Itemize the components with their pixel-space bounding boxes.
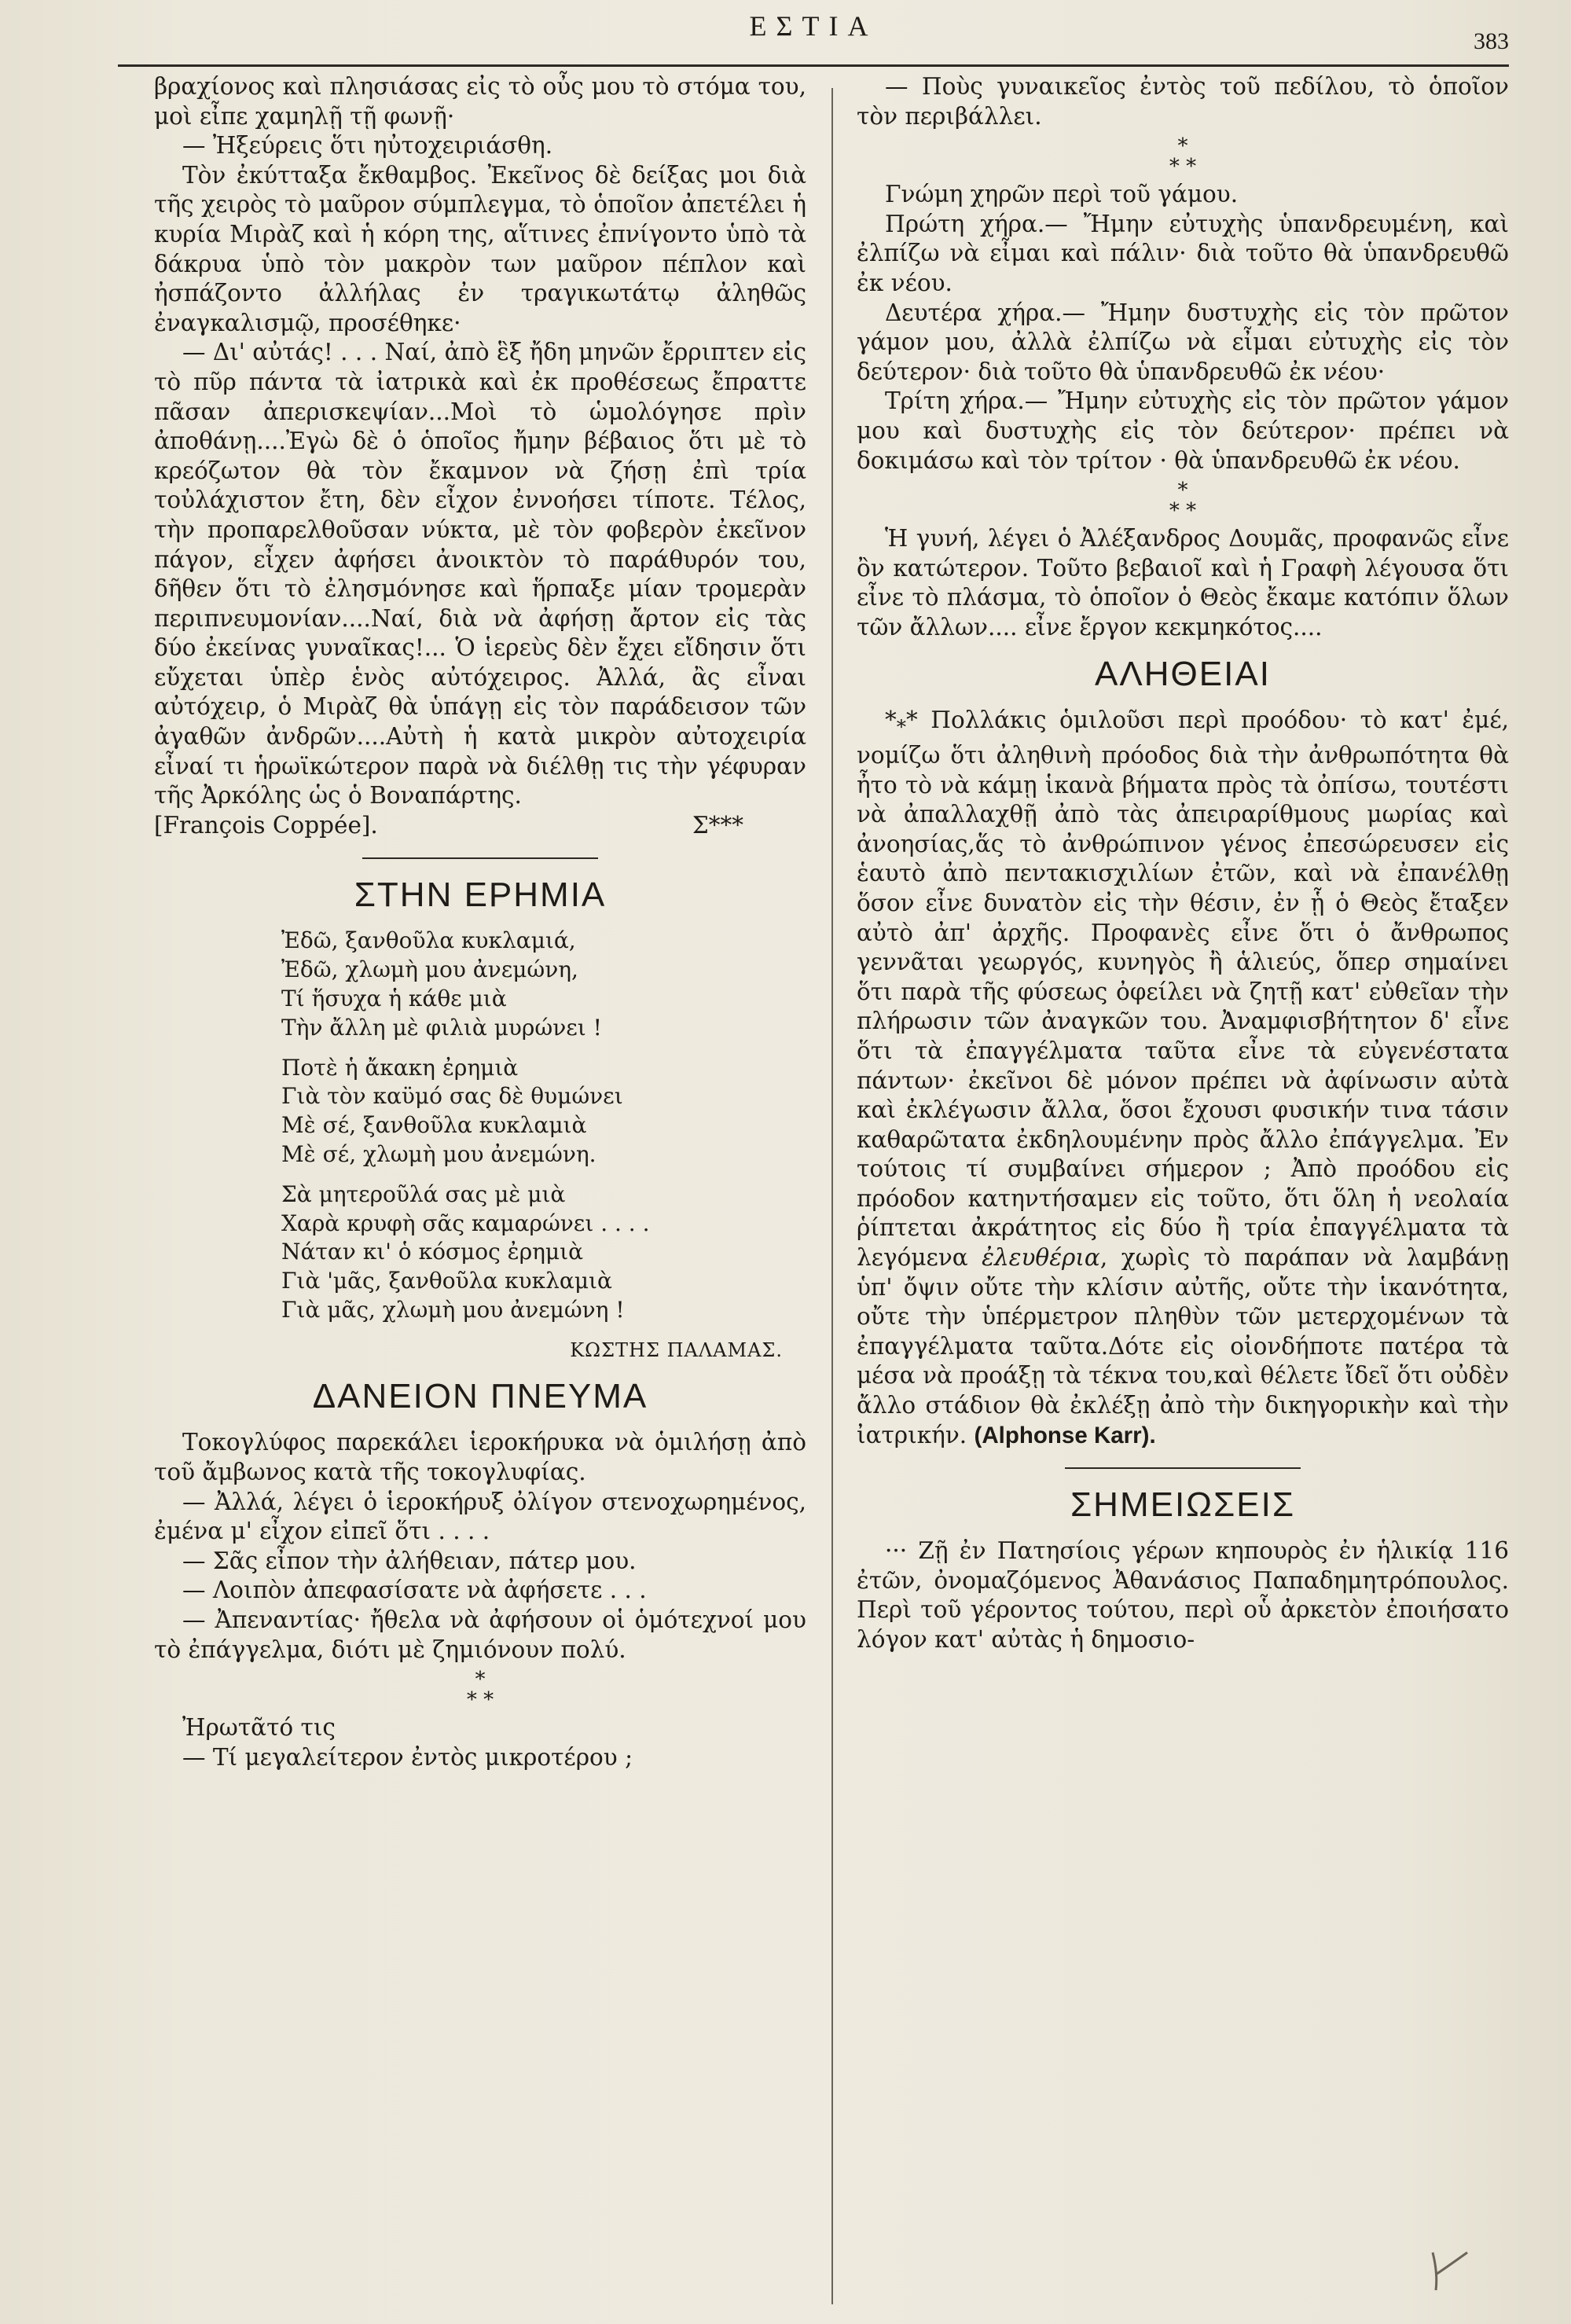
page-number: 383 [1474,28,1509,54]
semeioseis-paragraph [857,1536,1509,1654]
poem-line: Γιὰ τὸν καϋμό σας δὲ θυμώνει [281,1083,623,1110]
daneion-paragraph: — Λοιπὸν ἀπεφασίσατε νὰ ἀφήσετε . . . [182,1577,647,1604]
handwritten-mark [1426,2248,1474,2295]
aletheiai-title: ΑΛΗΘΕΙΑΙ [1095,654,1271,693]
dots-marker: ··· [885,1537,919,1565]
daneion-title: ΔΑΝΕΙΟΝ ΠΝΕΥΜΑ [312,1377,648,1416]
poem-line: Μὲ σέ, χλωμὴ μου ἀνεμώνη. [281,1141,596,1168]
poem-line: Τί ἥσυχα ἡ κάθε μιὰ [281,986,507,1012]
poem-line: Γιὰ μᾶς, χλωμὴ μου ἀνεμώνη ! [281,1297,625,1323]
poem-line: Νάταν κι' ὁ κόσμος ἐρημιὰ [281,1239,584,1265]
aletheiai-author: (Alphonse Karr). [974,1422,1156,1448]
asterism-inline: $*_**$ [885,706,931,738]
right-column [857,72,1509,1655]
answer-paragraph: — Ποὺς γυναικεῖος ἐντὸς τοῦ πεδίλου, τὸ ὁποῖον τὸν περιβάλλει. [857,73,1509,130]
poem-line: Ἐδῶ, ξανθοῦλα κυκλαμιά, [281,927,576,954]
story-paragraph: — Δι' αὐτάς! . . . Ναί, ἀπὸ ἓξ ἤδη μηνῶν ἔρριπτεν εἰς τὸ πῦρ πάντα τὰ ἰατρικὰ καὶ ἐκ προθέσεως ἔπραττε πᾶσαν ἀπερισκεψίαν...Μοὶ τὸ ὡμολόγησε πρὶν ἀποθάνῃ....Ἐγὼ δὲ ὁ ὁποῖος ἤμην βέβαιος ὅτι μὲ τὸ κρεόζωτον θὰ τὸν ἔκαμνον νὰ ζήσῃ ἐπὶ τρία τοὐλάχιστον ἔτη, δὲν εἶχον ἐννοήσει τίποτε. Τέλος, τὴν προπαρελθοῦσαν νύκτα, μὲ τὸν φοβερὸν ἐκεῖνον πάγον, εἶχεν ἀφήσει ἀνοικτὸν τὸ παράθυρόν του, δῆθεν ὅτι τὸ ἐλησμόνησε καὶ ἥρπαξε μίαν τρομερὰν περιπνευμονίαν....Ναί, διὰ νὰ ἀφήσῃ ἄρτον εἰς τὰς δύο ἐκείνας γυναῖκας!... Ὁ ἱερεὺς δὲν ἔχει εἴδησιν ὅτι εὔχεται ὑπὲρ ἑνὸς αὐτόχειρος. Ἀλλά, ἂς εἶναι αὐτόχειρ, ὁ Μιρὰζ θὰ ὑπάγῃ εἰς τὸν παράδεισον τῶν ἀγαθῶν ἀνδρῶν....Αὐτὴ ἡ κατὰ μικρὸν αὐτοχειρία εἶναί τι ἡρωϊκώτερον παρὰ νὰ διέλθῃ τις τὴν γέφυραν τῆς Ἀρκόλης ὡς ὁ Βοναπάρτης. [154,339,806,810]
aletheiai-text-after: , χωρὶς τὸ παράπαν νὰ λαμβάνῃ ὑπ' ὄψιν οὔτε τὴν κλίσιν αὐτῆς, οὔτε τὴν ἱκανότητα, οὔτε τὴν ὑπέρμετρον πληθὺν τῶν μετερχομένων τὰ ἐπαγγέλματα ταῦτα.Δότε εἰς οἰονδήποτε πατέρα τὰ μέσα νὰ προάξῃ τὰ τέκνα του,καὶ θέλετε ἴδεῖ ὅτι οὐδὲν ἄλλο στάδιον θὰ ἐκλέξῃ ἀπὸ τὴν δικηγορικὴν καὶ τὴν ἰατρικήν. [857,1244,1509,1448]
widow-paragraph: Πρώτη χήρα.— Ἤμην εὐτυχὴς ὑπανδρευμένη, καὶ ἐλπίζω νὰ εἶμαι καὶ πάλιν· διὰ τοῦτο θὰ ὑπανδρευθῶ ἐκ νέου. [857,210,1509,296]
poem-stanza [281,927,806,1042]
daneion-paragraph: — Σᾶς εἶπον τὴν ἀλήθειαν, πάτερ μου. [182,1547,637,1574]
poem-stanza [281,1180,806,1325]
poem-line: Γιὰ 'μᾶς, ξανθοῦλα κυκλαμιὰ [281,1268,612,1294]
aletheiai-italic-word: ἐλευθέρια [982,1244,1100,1272]
question-intro: Ἠρωτᾶτό τις [182,1714,336,1742]
story-signature: Σ*** [692,811,743,839]
poem-line: Σὰ μητεροῦλά σας μὲ μιὰ [281,1180,566,1207]
section-rule [1065,1467,1301,1469]
daneion-paragraph: — Ἀλλά, λέγει ὁ ἱεροκήρυξ ὀλίγον στενοχωρημένος, ἐμένα μ' εἶχον εἰπεῖ ὅτι . . . . [154,1488,806,1545]
left-column [154,72,806,1772]
widow-paragraph: Τρίτη χήρα.— Ἤμην εὐτυχὴς εἰς τὸν πρῶτον γάμον μου καὶ δυστυχὴς εἰς τὸν δεύτερον· πρέπει νὰ δοκιμάσω καὶ τὸν τρίτον · θὰ ὑπανδρευθῶ ἐκ νέου. [857,387,1509,474]
semeioseis-title: ΣΗΜΕΙΩΣΕΙΣ [1070,1485,1296,1525]
asterism: * * * [1169,134,1197,179]
aletheiai-text: Πολλάκις ὁμιλοῦσι περὶ προόδου· τὸ κατ' ἐμέ, νομίζω ὅτι ἀληθινὴ πρόοδος διὰ τὴν ἀνθρωπότητα θὰ ἦτο τὸ νὰ κάμῃ ἱκανὰ βήματα πρὸς τὰ ὀπίσω, τουτέστι νὰ ἀπαλλαχθῇ ἀπὸ τὰς ἀπειραρίθμους μωρίας καὶ ἀνοησίας,ἅς τὸ ἀνθρώπινον γένος ἐπεσώρευσεν εἰς ἑαυτὸ ἀπὸ πεντακισχιλίων ἐτῶν, καὶ νὰ ἐπανέλθῃ ὅσον εἶνε δυνατὸν εἰς τὴν θέσιν, ἐν ᾗ ὁ Θεὸς ἔταξεν αὐτὸ ἀπ' ἀρχῆς. Προφανὲς εἶνε ὅτι ὁ ἄνθρωπος γεννᾶται γεωργός, κυνηγὸς ἢ ἁλιεύς, ὅπερ σημαίνει ὅτι παρὰ τῆς φύσεως ὀφείλει νὰ ζητῇ κατ' εὐθεῖαν τὴν πλήρωσιν τῶν ἀναγκῶν του. Ἀναμφισβήτητον δ' εἶνε ὅτι τὰ ἐπαγγέλματα ταῦτα εἶνε τὰ εὐγενέστατα πάντων· ἐκεῖνοι δὲ μόνον πρέπει νὰ ἀφίνωσιν αὐτὰ καὶ ἐκλέγωσιν ἄλλα, ὅσοι ἔχουσι φυσικήν τινα τάσιν καθαρῶτατα ἐκδηλουμένην πρὸς ἄλλο ἐπάγγελμα. Ἐν τούτοις τί συμβαίνει σήμερον ; Ἀπὸ προόδου εἰς πρόοδον κατηντήσαμεν εἰς τοῦτο, ὅτι ὅλη ἡ νεολαία ῥίπτεται ἀκράτητος εἰς δύο ἢ τρία ἐπαγγέλματα τὰ λεγόμενα [857,706,1509,1272]
aletheiai-paragraph [857,706,1509,1451]
question: — Τί μεγαλείτερον ἐντὸς μικροτέρου ; [182,1743,633,1771]
story-source: [François Coppée]. [154,811,378,839]
asterism: * * * [466,1668,494,1713]
daneion-paragraph: — Ἀπεναντίας· ἤθελα νὰ ἀφήσουν οἱ ὁμότεχνοί μου τὸ ἐπάγγελμα, διότι μὲ ζημιόνουν πολύ. [154,1606,806,1663]
poem-line: Τὴν ἄλλη μὲ φιλιὰ μυρώνει ! [281,1014,602,1041]
poet-name: ΚΩΣΤΗΣ ΠΑΛΑΜΑΣ. [570,1338,783,1361]
poem-line: Χαρὰ κρυφὴ σᾶς καμαρώνει . . . . [281,1210,650,1236]
poem-line: Μὲ σέ, ξανθοῦλα κυκλαμιὰ [281,1112,587,1139]
asterism: * * * [1169,479,1197,523]
poem-title: ΣΤΗΝ ΕΡΗΜΙΑ [354,876,607,915]
story-paragraph: Τὸν ἐκύτταξα ἔκθαμβος. Ἐκεῖνος δὲ δείξας μοι διὰ τῆς χειρὸς τὸ μαῦρον σύμπλεγμα, τὸ ὁποῖον ἀπετέλει ἡ κυρία Μιρὰζ καὶ ἡ κόρη της, αἵτινες ἐπνίγοντο ὑπὸ τὰ δάκρυα ὑπὸ τὸν μακρὸν των μαῦρον πέπλον καὶ ἠσπάζοντο ἀλλήλας ἐν τραγικωτάτῳ ἀληθῶς ἐναγκαλισμῷ, προσέθηκε· [154,161,806,336]
column-divider [831,88,833,2304]
poem-stanza [281,1054,806,1169]
poem [281,927,806,1324]
running-title: ΕΣΤΙΑ [749,10,878,42]
widow-paragraph: Δευτέρα χήρα.— Ἤμην δυστυχὴς εἰς τὸν πρῶτον γάμον μου, ἀλλὰ ἐλπίζω νὰ εἶμαι εὐτυχὴς εἰς τὸν δεύτερον· διὰ τοῦτο θὰ ὑπανδρευθῶ ἐκ νέου· [857,299,1509,385]
poem-line: Ἐδῶ, χλωμὴ μου ἀνεμώνη, [281,956,578,983]
dumas-paragraph: Ἡ γυνή, λέγει ὁ Ἀλέξανδρος Δουμᾶς, προφανῶς εἶνε ὂν κατώτερον. Τοῦτο βεβαιοῖ καὶ ἡ Γραφὴ λέγουσα ὅτι εἶνε τὸ πλάσμα, τὸ ὁποῖον ὁ Θεὸς ἔκαμε κατόπιν ὅλων τῶν ἄλλων.... εἶνε ἔργον κεκμηκότος.... [857,525,1509,641]
poem-line: Ποτὲ ἡ ἄκακη ἐρημιὰ [281,1054,519,1081]
widows-intro: Γνώμη χηρῶν περὶ τοῦ γάμου. [885,181,1239,208]
daneion-paragraph: Τοκογλύφος παρεκάλει ἱεροκήρυκα νὰ ὁμιλήσῃ ἀπὸ τοῦ ἄμβωνος κατὰ τῆς τοκογλυφίας. [154,1429,806,1485]
section-rule [362,857,598,859]
semeioseis-text: Ζῇ ἐν Πατησίοις γέρων κηπουρὸς ἐν ἡλικίᾳ 116 ἐτῶν, ὀνομαζόμενος Ἀθανάσιος Παπαδημητρόπουλος. Περὶ τοῦ γέροντος τούτου, περὶ οὗ ἀρκετὸν ἐποιήσατο λόγον κατ' αὐτὰς ἡ δημοσιο- [857,1537,1509,1654]
story-paragraph: βραχίονος καὶ πλησιάσας εἰς τὸ οὖς μου τὸ στόμα του, μοὶ εἶπε χαμηλῇ τῇ φωνῇ· [154,73,806,130]
page-header [118,9,1509,58]
story-paragraph: — Ἠξεύρεις ὅτι ηὐτοχειριάσθη. [182,132,553,160]
story-signature-line [154,811,806,841]
header-rule [118,64,1509,67]
